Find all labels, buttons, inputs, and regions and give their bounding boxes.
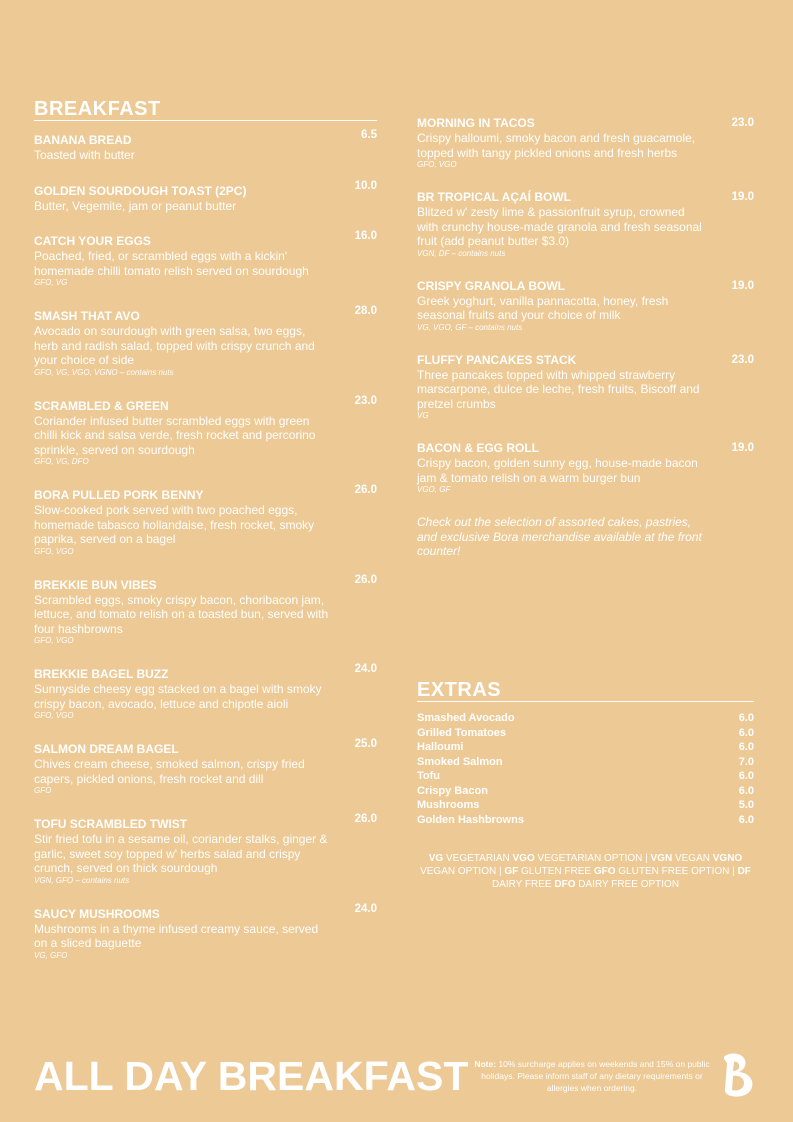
menu-item-price: 26.0 xyxy=(354,484,377,496)
menu-item xyxy=(417,279,754,333)
menu-item-name: BREKKIE BUN VIBES xyxy=(34,577,157,592)
menu-item-description: Three pancakes topped with whipped strawberry marscarpone, dulce de leche, fresh fruits, Biscoff and pretzel crumbs xyxy=(417,367,700,411)
menu-item-price: 26.0 xyxy=(354,813,377,825)
counter-note: Check out the selection of assorted cakes, pastries, and exclusive Bora merchandise available at the front counter! xyxy=(417,515,702,558)
menu-item-description: Chives cream cheese, smoked salmon, crispy fried capers, pickled onions, fresh rocket and dill xyxy=(34,757,305,786)
menu-item-price: 24.0 xyxy=(354,663,377,675)
surcharge-note-label: Note: xyxy=(474,1059,497,1069)
extra-item-price: 5.0 xyxy=(738,799,754,811)
menu-item-name: SMASH THAT AVO xyxy=(34,309,140,323)
legend-text: DAIRY FREE OPTION xyxy=(578,879,680,890)
surcharge-note-text: 10% surcharge applies on weekends and 15% on public holidays. Please inform staff of any dietary requirements or allergies when ordering. xyxy=(481,1059,710,1093)
extra-item-name: Halloumi xyxy=(417,741,464,753)
menu-item xyxy=(34,663,377,721)
extras-heading xyxy=(417,679,754,701)
menu-item-tags: VGN, DF – contains nuts xyxy=(417,248,506,258)
menu-item-description: Poached, fried, or scrambled eggs with a kickin' homemade chilli tomato relish served on sourdough xyxy=(34,249,309,278)
menu-item xyxy=(34,738,377,796)
menu-item-tags: GFO, VG xyxy=(34,278,68,287)
legend-code: VG xyxy=(428,853,444,864)
menu-item xyxy=(34,394,377,468)
menu-item-tags: GFO, VG, DFO xyxy=(34,457,89,466)
menu-item-name: BREKKIE BAGEL BUZZ xyxy=(34,667,169,681)
menu-item xyxy=(34,230,377,288)
extra-item-name: Tofu xyxy=(417,770,441,782)
breakfast-items-right xyxy=(417,116,754,495)
extra-item-price: 7.0 xyxy=(738,755,754,768)
extra-item-price: 6.0 xyxy=(738,726,754,739)
extra-item xyxy=(417,769,754,784)
menu-item-price: 10.0 xyxy=(354,179,377,192)
menu-item-tags: GFO, VGO xyxy=(34,636,74,645)
menu-item xyxy=(417,353,754,422)
menu-item-tags: GFO, VG, VGO, VGNO – contains nuts xyxy=(34,367,174,377)
surcharge-note xyxy=(474,1058,710,1094)
menu-item-price: 28.0 xyxy=(354,305,377,317)
menu-item xyxy=(417,190,754,259)
menu-item-tags: GFO, VGO xyxy=(34,546,74,556)
menu-item-name: BACON & EGG ROLL xyxy=(417,441,539,455)
menu-item-tags: GFO xyxy=(34,786,52,795)
extras-list xyxy=(417,711,754,827)
menu-item-description: Sunnyside cheesy egg stacked on a bagel with smoky crispy bacon, avocado, lettuce and chipotle aioli xyxy=(34,682,322,711)
legend-code: GF xyxy=(504,866,519,877)
extra-item-price: 6.0 xyxy=(738,770,754,782)
extra-item xyxy=(417,726,754,741)
legend-text: GLUTEN FREE xyxy=(521,866,592,877)
menu-item-description: Blitzed w' zesty lime & passionfruit syrup, crowned with crunchy house-made granola and fresh seasonal fruit (add peanut butter $3.0) xyxy=(417,205,702,248)
extra-item-price: 6.0 xyxy=(738,741,754,753)
extra-item xyxy=(417,813,754,828)
menu-item xyxy=(34,573,377,647)
menu-item-description: Mushrooms in a thyme infused creamy sauce, served on a sliced baguette xyxy=(34,921,319,950)
menu-item-name: SALMON DREAM BAGEL xyxy=(34,742,179,756)
menu-item-price: 25.0 xyxy=(354,738,377,750)
extra-item-name: Mushrooms xyxy=(417,799,480,811)
breakfast-heading-text: BREAKFAST xyxy=(34,98,161,120)
legend-code: VGO xyxy=(512,853,535,864)
menu-item xyxy=(34,305,377,378)
breakfast-heading-rule xyxy=(34,120,377,121)
legend-text: VEGETARIAN xyxy=(446,853,510,864)
menu-item-price: 24.0 xyxy=(354,902,377,915)
legend-code: DF xyxy=(737,866,751,877)
menu-item-description: Coriander infused butter scrambled eggs with green chilli kick and salsa verde, fresh rocket and percorino sprinkle, served on sourdough xyxy=(34,413,316,457)
breakfast-column-right xyxy=(417,116,754,559)
menu-item-name: FLUFFY PANCAKES STACK xyxy=(417,352,577,367)
menu-item-name: MORNING IN TACOS xyxy=(417,116,535,130)
bora-b-logo-icon xyxy=(718,1052,758,1098)
legend-text: VEGETARIAN OPTION | xyxy=(537,853,648,864)
menu-item-description: Slow-cooked pork served with two poached eggs, homemade tabasco hollandaise, fresh rocket, smoky paprika, served on a bagel xyxy=(34,503,315,546)
menu-item xyxy=(34,484,377,557)
menu-item-price: 19.0 xyxy=(731,279,754,292)
menu-item-description: Crispy bacon, golden sunny egg, house-made bacon jam & tomato relish on a warm burger bun xyxy=(417,456,698,485)
extra-item xyxy=(417,798,754,813)
extra-item-name: Smashed Avocado xyxy=(417,712,515,724)
menu-item xyxy=(34,129,377,163)
legend-code: VGN xyxy=(650,853,673,864)
menu-item-name: BR TROPICAL AÇAÍ BOWL xyxy=(417,190,571,204)
extra-item xyxy=(417,755,754,770)
menu-item-price: 16.0 xyxy=(354,230,377,242)
menu-item xyxy=(34,813,377,886)
legend-code: GFO xyxy=(593,866,616,877)
menu-item-name: SAUCY MUSHROOMS xyxy=(34,906,160,921)
menu-item-name: BANANA BREAD xyxy=(34,133,132,147)
menu-item-description: Crispy halloumi, smoky bacon and fresh guacamole, topped with tangy pickled onions and fresh herbs xyxy=(417,131,696,160)
extra-item-price: 6.0 xyxy=(738,813,754,826)
extra-item xyxy=(417,740,754,755)
menu-item xyxy=(417,441,754,495)
extra-item-price: 6.0 xyxy=(738,712,754,724)
legend-code: DFO xyxy=(554,879,576,890)
menu-item-tags: VG, VGO, GF – contains nuts xyxy=(417,322,523,332)
extra-item xyxy=(417,784,754,799)
breakfast-column-left xyxy=(34,98,377,982)
legend-text: GLUTEN FREE OPTION | xyxy=(618,866,735,877)
menu-item-tags: GFO, VGO xyxy=(417,160,457,169)
menu-item-description: Scrambled eggs, smoky crispy bacon, choribacon jam, lettuce, and tomato relish on a toasted bun, served with four hashbrowns xyxy=(34,592,329,636)
menu-item-tags: VGO, GF xyxy=(417,485,451,494)
menu-item-tags: GFO, VGO xyxy=(34,711,74,720)
menu-item xyxy=(34,179,377,214)
extra-item-name: Grilled Tomatoes xyxy=(417,726,507,739)
legend-code: VGNO xyxy=(712,853,743,864)
menu-item-price: 26.0 xyxy=(354,573,377,586)
menu-item-price: 6.5 xyxy=(361,129,377,141)
extra-item-name: Smoked Salmon xyxy=(417,755,503,768)
menu-item-price: 19.0 xyxy=(731,442,754,454)
extra-item xyxy=(417,711,754,726)
menu-item-tags: VGN, GFO – contains nuts xyxy=(34,875,130,885)
page-title: ALL DAY BREAKFAST xyxy=(34,1053,469,1099)
menu-item-name: SCRAMBLED & GREEN xyxy=(34,398,169,413)
menu-item-name: TOFU SCRAMBLED TWIST xyxy=(34,817,188,831)
legend-text: DAIRY FREE xyxy=(491,879,552,890)
menu-item xyxy=(417,116,754,170)
extra-item-price: 6.0 xyxy=(738,784,754,797)
menu-item-description: Avocado on sourdough with green salsa, two eggs, herb and radish salad, topped with crispy crunch and your choice of side xyxy=(34,324,315,367)
legend-text: VEGAN xyxy=(674,853,710,864)
menu-item-tags: VG, GFO xyxy=(34,950,68,960)
menu-item-price: 23.0 xyxy=(731,353,754,366)
menu-item-name: CRISPY GRANOLA BOWL xyxy=(417,278,566,293)
extra-item-name: Crispy Bacon xyxy=(417,784,488,797)
menu-item xyxy=(34,902,377,961)
extras-section xyxy=(417,679,754,827)
extra-item-name: Golden Hashbrowns xyxy=(417,813,524,826)
menu-item-name: BORA PULLED PORK BENNY xyxy=(34,488,204,502)
menu-item-price: 23.0 xyxy=(354,394,377,407)
menu-item-description: Toasted with butter xyxy=(34,148,135,162)
menu-item-tags: VG xyxy=(417,411,429,420)
menu-item-name: CATCH YOUR EGGS xyxy=(34,234,151,248)
menu-item-price: 19.0 xyxy=(731,191,754,203)
legend-text: VEGAN OPTION | xyxy=(420,866,502,877)
menu-item-price: 23.0 xyxy=(731,117,754,129)
breakfast-items-left xyxy=(34,129,377,961)
dietary-legend xyxy=(417,852,754,891)
menu-item-name: GOLDEN SOURDOUGH TOAST (2PC) xyxy=(34,183,247,198)
extras-heading-text: EXTRAS xyxy=(417,679,502,701)
menu-item-description: Greek yoghurt, vanilla pannacotta, honey, fresh seasonal fruits and your choice of milk xyxy=(417,293,669,322)
breakfast-heading xyxy=(34,98,377,120)
extras-heading-rule xyxy=(417,701,754,702)
menu-item-description: Stir fried tofu in a sesame oil, coriander stalks, ginger & garlic, sweet soy topped w' herbs salad and crispy crunch, served on thick sourdough xyxy=(34,832,328,875)
menu-item-description: Butter, Vegemite, jam or peanut butter xyxy=(34,198,237,213)
